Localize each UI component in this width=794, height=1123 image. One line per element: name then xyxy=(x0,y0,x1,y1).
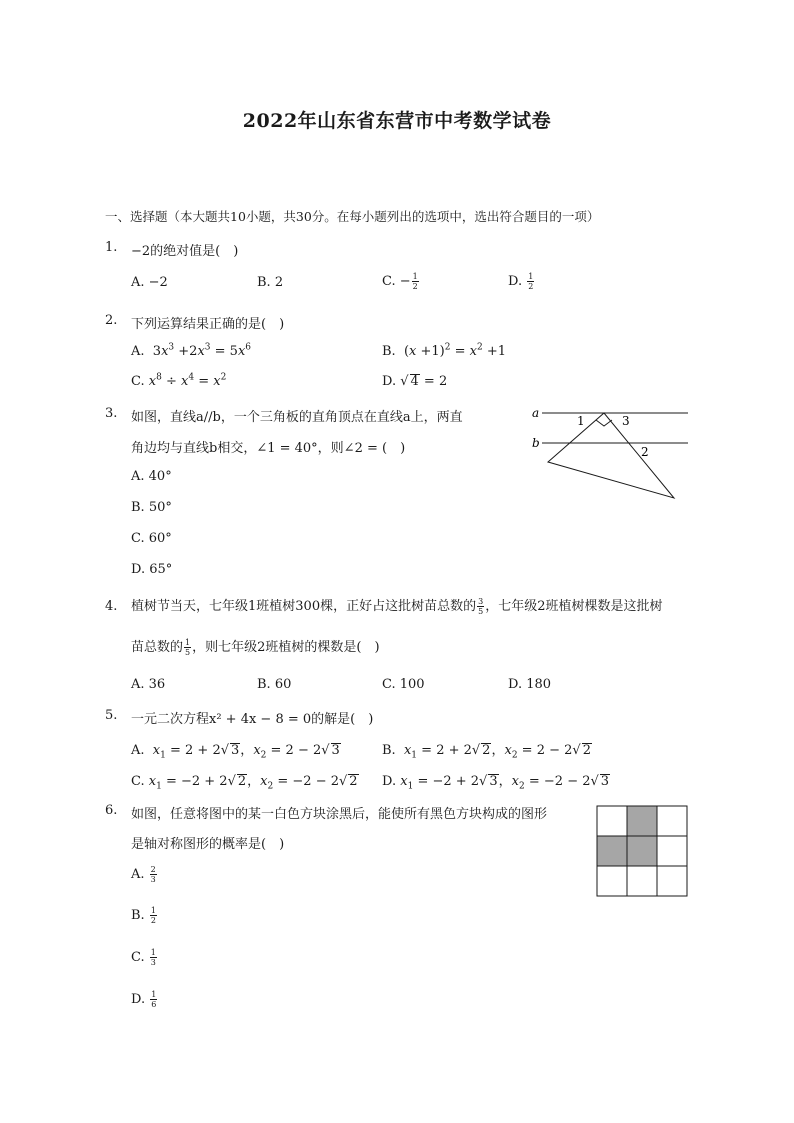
grid-cell-white xyxy=(597,866,627,896)
q4-option-d: D. 180 xyxy=(508,677,552,692)
q4-option-c: C. 100 xyxy=(382,677,425,692)
fraction-numerator: 1 xyxy=(185,638,191,647)
fraction-denominator: 2 xyxy=(412,282,418,291)
q3-stem-line1: 如图，直线a//b，一个三角板的直角顶点在直线a上，两直 xyxy=(131,410,463,425)
q5-number: 5. xyxy=(105,708,118,723)
label-angle3: 3 xyxy=(622,414,630,428)
q3-stem-line2: 角边均与直线b相交，∠1 = 40°，则∠2 = ( ) xyxy=(131,441,406,456)
option-label: D. xyxy=(131,992,146,1007)
fraction-denominator: 2 xyxy=(150,916,156,925)
q6-grid xyxy=(596,805,690,897)
q1-option-b: B. 2 xyxy=(257,275,284,290)
q2-option-d: D. √ 4 = 2 xyxy=(382,374,448,389)
right-angle-mark xyxy=(596,420,612,426)
fraction-numerator: 2 xyxy=(150,865,156,874)
label-a: a xyxy=(532,406,540,420)
q5-option-d: D. $x_1 = -2 + 2√$ 3，$x_2 = -2 - 2√$ 3 xyxy=(382,774,610,792)
q6-option-b-fraction xyxy=(150,906,157,925)
fraction-denominator: 6 xyxy=(151,1000,157,1009)
q5-option-c: C. $x_1 = -2 + 2√$ 2，$x_2 = -2 - 2√$ 2 xyxy=(131,774,358,792)
q1-number: 1. xyxy=(105,240,118,255)
q2-option-c: C. $x^8 \div x^4 = x^2$ xyxy=(131,372,227,389)
fraction-numerator: 1 xyxy=(150,906,156,915)
grid-cell-dark xyxy=(627,806,657,836)
q3-figure xyxy=(528,400,698,504)
grid-cell-dark xyxy=(597,836,627,866)
q4-stem-line1 xyxy=(131,595,662,616)
q1-option-c-fraction xyxy=(412,272,419,291)
q1-option-d xyxy=(508,272,535,291)
q2-stem: 下列运算结果正确的是( ) xyxy=(131,317,285,332)
q6-option-a xyxy=(131,865,158,884)
grid-cell-dark xyxy=(627,836,657,866)
q5-option-b: B. $x_1 = 2 + 2√$ 2，$x_2 = 2 - 2√$ 2 xyxy=(382,743,591,761)
q4-option-b: B. 60 xyxy=(257,677,292,692)
grid-cell-white xyxy=(657,806,687,836)
option-label: C. xyxy=(131,950,145,965)
q4-fraction-3-5 xyxy=(477,597,484,616)
q1-option-c-label: C. − xyxy=(382,274,411,289)
q3-option-a: A. 40° xyxy=(131,469,172,484)
fraction-numerator: 1 xyxy=(412,272,418,281)
q1-stem: −2的绝对值是( ) xyxy=(131,244,239,259)
q4-stem-line2-text: 苗总数的 xyxy=(131,640,184,655)
grid-cell-white xyxy=(657,866,687,896)
q4-stem-line1-tail: ，七年级2班植树棵数是这批树 xyxy=(485,599,663,614)
option-label: A. xyxy=(131,867,145,882)
fraction-numerator: 3 xyxy=(478,597,484,606)
q6-option-c xyxy=(131,948,158,967)
grid-cell-white xyxy=(657,836,687,866)
q6-option-a-fraction xyxy=(150,865,157,884)
q6-option-d xyxy=(131,990,158,1009)
q5-option-a: A. $x_1 = 2 + 2√$ 3，$x_2 = 2 - 2√$ 3 xyxy=(131,743,340,761)
q3-option-c: C. 60° xyxy=(131,531,172,546)
q1-option-d-label: D. xyxy=(508,274,527,289)
q5-stem: 一元二次方程x² + 4x − 8 = 0的解是( ) xyxy=(131,712,374,727)
q3-option-b: B. 50° xyxy=(131,500,172,515)
grid-cell-white xyxy=(627,866,657,896)
q4-fraction-1-5 xyxy=(184,638,191,657)
q2-number: 2. xyxy=(105,313,118,328)
fraction-denominator: 3 xyxy=(150,875,156,884)
fraction-denominator: 3 xyxy=(150,958,156,967)
q4-option-a: A. 36 xyxy=(131,677,166,692)
q4-stem-line2-tail: ，则七年级2班植树的棵数是( ) xyxy=(192,640,380,655)
q1-option-a: A. −2 xyxy=(131,275,168,290)
q4-stem-line2 xyxy=(131,636,380,657)
section-header: 一、选择题（本大题共10小题，共30分。在每小题列出的选项中，选出符合题目的一项） xyxy=(105,209,600,224)
q6-number: 6. xyxy=(105,803,118,818)
q6-option-b xyxy=(131,906,158,925)
q4-stem-line1-text: 植树节当天，七年级1班植树300棵，正好占这批树苗总数的 xyxy=(131,599,477,614)
fraction-denominator: 2 xyxy=(528,282,534,291)
q6-stem-line1: 如图，任意将图中的某一白色方块涂黑后，能使所有黑色方块构成的图形 xyxy=(131,807,548,822)
fraction-numerator: 1 xyxy=(150,948,156,957)
option-label: B. xyxy=(131,908,145,923)
q2-option-b: B. $(x +1)^2 = x^2 +1$ xyxy=(382,342,507,359)
q3-number: 3. xyxy=(105,406,118,421)
label-b: b xyxy=(532,436,540,450)
fraction-denominator: 5 xyxy=(185,648,191,657)
q1-option-c xyxy=(382,272,420,291)
label-angle2: 2 xyxy=(641,445,649,459)
fraction-numerator: 1 xyxy=(151,990,157,999)
q6-option-c-fraction xyxy=(150,948,157,967)
fraction-denominator: 5 xyxy=(478,607,484,616)
q3-option-d: D. 65° xyxy=(131,562,173,577)
fraction-numerator: 1 xyxy=(528,272,534,281)
q2-option-a: A. $3x^3 +2x^3 = 5x^6$ xyxy=(131,342,252,359)
page-title: 2022年山东省东营市中考数学试卷 xyxy=(242,110,552,132)
q6-option-d-fraction xyxy=(150,990,157,1009)
q1-option-d-fraction xyxy=(527,272,534,291)
grid-cell-white xyxy=(597,806,627,836)
triangle-ruler xyxy=(548,413,674,498)
label-angle1: 1 xyxy=(577,414,585,428)
q4-number: 4. xyxy=(105,599,118,614)
q6-stem-line2: 是轴对称图形的概率是( ) xyxy=(131,837,285,852)
q6-grid-figure xyxy=(596,805,690,897)
